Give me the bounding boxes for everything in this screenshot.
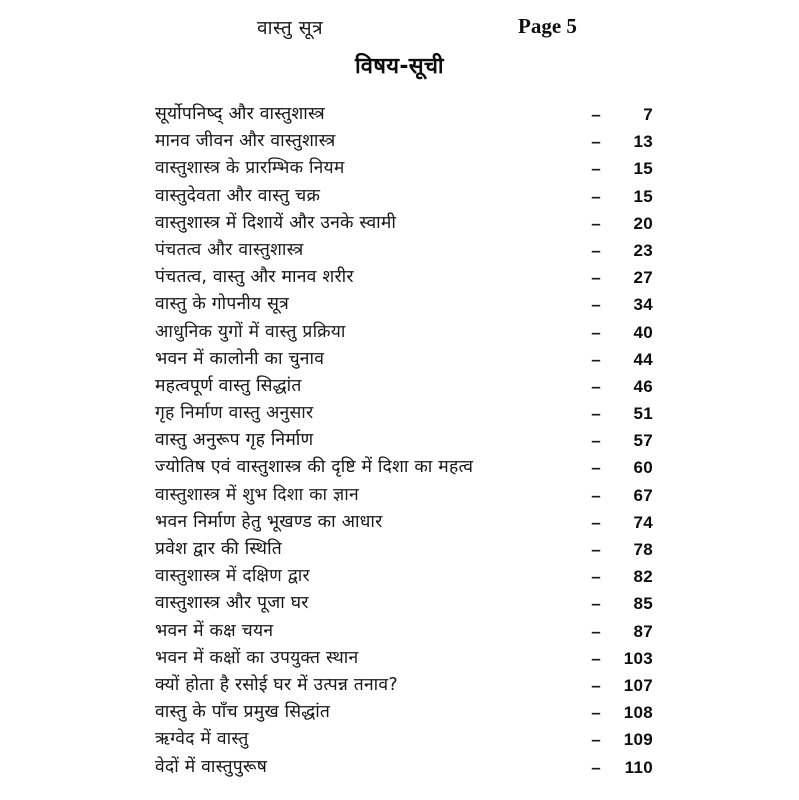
toc-entry-separator: – xyxy=(591,431,601,451)
toc-entry-separator: – xyxy=(591,703,601,723)
toc-entry-row[interactable] xyxy=(155,183,655,210)
toc-entry-title: ऋग्वेद में वास्तु xyxy=(155,729,249,750)
toc-entry-separator: – xyxy=(591,349,601,369)
toc-entry-separator: – xyxy=(591,594,601,614)
toc-entry-page-number: 23 xyxy=(633,240,653,260)
toc-entry-row[interactable] xyxy=(155,291,655,318)
toc-entry-separator: – xyxy=(591,485,601,505)
toc-entry-title: प्रवेश द्वार की स्थिति xyxy=(155,539,282,559)
running-head xyxy=(0,14,799,44)
toc-entry-page-number: 15 xyxy=(633,186,653,206)
toc-entry-page-number: 40 xyxy=(633,322,653,342)
toc-entry-title: महत्वपूर्ण वास्तु सिद्धांत xyxy=(155,375,302,396)
toc-entry-row[interactable] xyxy=(155,726,655,753)
toc-entry-title: भवन निर्माण हेतु भूखण्ड का आधार xyxy=(155,511,383,532)
toc-entry-title: पंचतत्व और वास्तुशास्त्र xyxy=(155,239,304,260)
toc-entry-title: भवन में कक्ष चयन xyxy=(155,620,274,641)
toc-entry-title: वेदों में वास्तुपुरूष xyxy=(155,756,268,777)
toc-entry-page-number: 20 xyxy=(633,213,653,233)
toc-entry-row[interactable] xyxy=(155,699,655,726)
toc-entry-page-number: 13 xyxy=(633,132,653,152)
toc-entry-separator: – xyxy=(591,675,601,695)
toc-entry-page-number: 109 xyxy=(623,730,653,750)
toc-entry-separator: – xyxy=(591,376,601,396)
toc-entry-row[interactable] xyxy=(155,101,655,128)
toc-entry-title: भवन में कक्षों का उपयुक्त स्थान xyxy=(155,647,359,668)
toc-entry-separator: – xyxy=(591,458,601,478)
toc-entry-page-number: 44 xyxy=(633,349,653,369)
toc-entry-separator: – xyxy=(591,540,601,559)
toc-entry-page-number: 67 xyxy=(633,485,653,505)
toc-entry-page-number: 46 xyxy=(633,376,653,396)
toc-entry-page-number: 82 xyxy=(633,567,653,587)
toc-entry-separator: – xyxy=(591,757,601,777)
toc-entry-title: वास्तु के पाँच प्रमुख सिद्धांत xyxy=(155,702,331,723)
toc-entry-row[interactable] xyxy=(155,590,655,617)
toc-entry-separator: – xyxy=(591,186,601,206)
toc-entry-row[interactable] xyxy=(155,264,655,291)
toc-entry-title: वास्तुशास्त्र के प्रारम्भिक नियम xyxy=(155,158,345,179)
toc-entry-row[interactable] xyxy=(155,645,655,672)
toc-entry-separator: – xyxy=(591,648,601,668)
toc-entry-row[interactable] xyxy=(155,618,655,645)
toc-entry-row[interactable] xyxy=(155,155,655,182)
toc-entry-page-number: 74 xyxy=(633,512,653,532)
toc-entry-title: वास्तुशास्त्र में शुभ दिशा का ज्ञान xyxy=(155,484,359,505)
toc-entry-row[interactable] xyxy=(155,128,655,155)
toc-entry-title: पंचतत्व, वास्तु और मानव शरीर xyxy=(155,267,354,288)
toc-entry-row[interactable] xyxy=(155,482,655,509)
toc-entry-title: वास्तुशास्त्र में दक्षिण द्वार xyxy=(155,566,310,587)
toc-entry-page-number: 107 xyxy=(623,675,653,695)
toc-entry-row[interactable] xyxy=(155,373,655,400)
toc-entry-row[interactable] xyxy=(155,400,655,427)
toc-entry-title: भवन में कालोनी का चुनाव xyxy=(155,348,325,369)
toc-entry-separator: – xyxy=(591,240,601,260)
toc-entry-title: वास्तुशास्त्र और पूजा घर xyxy=(155,593,309,614)
toc-entry-page-number: 108 xyxy=(623,703,653,723)
toc-entry-separator: – xyxy=(591,322,601,342)
toc-entry-title: ज्योतिष एवं वास्तुशास्त्र की दृष्टि में दिशा का महत्व xyxy=(155,457,474,478)
book-title: वास्तु सूत्र xyxy=(257,17,324,39)
toc-entry-title: वास्तुशास्त्र में दिशायें और उनके स्वामी xyxy=(155,212,397,233)
toc-entry-page-number: 110 xyxy=(624,757,653,777)
toc-entry-title: वास्तुदेवता और वास्तु चक्र xyxy=(155,185,321,206)
toc-entry-page-number: 51 xyxy=(633,404,653,424)
toc-entry-row[interactable] xyxy=(155,754,655,781)
toc-entry-title: आधुनिक युगों में वास्तु प्रक्रिया xyxy=(155,321,346,342)
toc-entry-row[interactable] xyxy=(155,427,655,454)
toc-entry-title: मानव जीवन और वास्तुशास्त्र xyxy=(155,131,336,152)
toc-entry-row[interactable] xyxy=(155,210,655,237)
toc-entry-separator: – xyxy=(591,132,601,152)
toc-entry-row[interactable] xyxy=(155,563,655,590)
page-number-label: Page 5 xyxy=(518,14,577,38)
toc-entry-row[interactable] xyxy=(155,319,655,346)
toc-entry-separator: – xyxy=(591,621,601,641)
toc-entry-title: क्यों होता है रसोई घर में उत्पन्न तनाव? xyxy=(155,674,398,695)
toc-entry-separator: – xyxy=(591,512,601,532)
toc-entry-page-number: 60 xyxy=(633,458,653,478)
toc-entry-page-number: 7 xyxy=(643,105,653,124)
toc-entry-page-number: 103 xyxy=(623,648,653,668)
toc-entry-separator: – xyxy=(591,295,601,315)
toc-entry-separator: – xyxy=(591,404,601,424)
page-title: विषय-सूची xyxy=(355,54,444,79)
toc-entry-separator: – xyxy=(591,159,601,179)
toc-entry-separator: – xyxy=(591,567,601,587)
toc-entry-separator: – xyxy=(591,730,601,750)
toc-entry-title: वास्तु के गोपनीय सूत्र xyxy=(155,294,289,315)
toc-entry-page-number: 85 xyxy=(633,594,653,614)
toc-entry-row[interactable] xyxy=(155,346,655,373)
toc-entry-page-number: 78 xyxy=(633,540,653,559)
toc-entry-title: गृह निर्माण वास्तु अनुसार xyxy=(155,403,314,424)
toc-entry-separator: – xyxy=(591,105,601,124)
toc-entry-row[interactable] xyxy=(155,672,655,699)
table-of-contents-list xyxy=(155,101,655,781)
toc-entry-separator: – xyxy=(591,268,601,288)
toc-entry-page-number: 27 xyxy=(633,268,653,288)
toc-entry-page-number: 57 xyxy=(633,431,653,451)
toc-entry-page-number: 34 xyxy=(633,295,653,315)
toc-entry-row[interactable] xyxy=(155,237,655,264)
toc-entry-row[interactable] xyxy=(155,536,655,563)
toc-entry-page-number: 15 xyxy=(633,159,653,179)
toc-entry-row[interactable] xyxy=(155,509,655,536)
toc-entry-page-number: 87 xyxy=(633,621,653,641)
toc-entry-row[interactable] xyxy=(155,454,655,481)
toc-entry-title: सूर्योपनिष्द् और वास्तुशास्त्र xyxy=(155,104,325,124)
toc-entry-title: वास्तु अनुरूप गृह निर्माण xyxy=(155,430,314,451)
toc-entry-separator: – xyxy=(591,213,601,233)
